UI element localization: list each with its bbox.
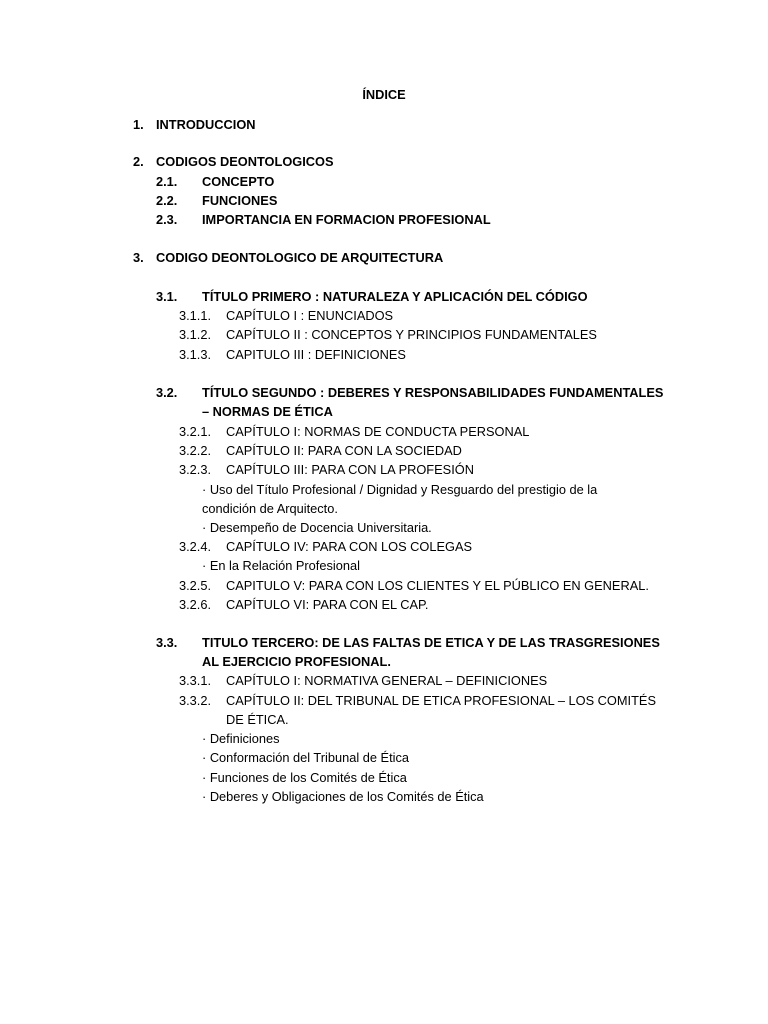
toc-entry-text: CAPITULO V: PARA CON LOS CLIENTES Y EL PÚBLICO EN GENERAL. bbox=[226, 578, 649, 593]
toc-entry-number: 3.2.1. bbox=[179, 424, 212, 439]
toc-entry-number: 3.1. bbox=[156, 289, 178, 304]
toc-entry-number: 3.1.2. bbox=[179, 327, 212, 342]
toc-entry-text: · Definiciones bbox=[202, 731, 280, 746]
toc-entry bbox=[0, 325, 768, 344]
toc-entry bbox=[0, 287, 768, 306]
toc-entry-text: FUNCIONES bbox=[202, 193, 278, 208]
toc-entry-number: 2. bbox=[133, 154, 144, 169]
toc-entry-text: CAPÍTULO II : CONCEPTOS Y PRINCIPIOS FUNDAMENTALES bbox=[226, 327, 597, 342]
toc-entry bbox=[0, 172, 768, 191]
toc-entry-text: · En la Relación Profesional bbox=[202, 558, 360, 573]
toc-entry-text: CAPÍTULO III: PARA CON LA PROFESIÓN bbox=[226, 462, 474, 477]
index-title: ÍNDICE bbox=[362, 87, 406, 102]
toc-entry bbox=[0, 152, 768, 171]
toc-entry bbox=[0, 671, 768, 690]
toc-entry bbox=[0, 633, 768, 652]
toc-entry bbox=[0, 518, 768, 537]
toc-entry-number: 2.1. bbox=[156, 174, 178, 189]
toc-entry-number: 3.2.3. bbox=[179, 462, 212, 477]
toc-entry-number: 2.3. bbox=[156, 212, 178, 227]
toc-entry bbox=[0, 460, 768, 479]
toc-entry bbox=[0, 191, 768, 210]
toc-entry bbox=[0, 306, 768, 325]
toc-entry-text: CONCEPTO bbox=[202, 174, 275, 189]
toc-entry bbox=[0, 115, 768, 134]
toc-entry bbox=[0, 383, 768, 402]
toc-entry bbox=[0, 422, 768, 441]
toc-entry-number: 3.1.1. bbox=[179, 308, 212, 323]
toc-entry-number: 3. bbox=[133, 250, 144, 265]
toc-entry-text: · Desempeño de Docencia Universitaria. bbox=[202, 520, 432, 535]
toc-entry-text: TITULO TERCERO: DE LAS FALTAS DE ETICA Y DE LAS TRASGRESIONES bbox=[202, 635, 660, 650]
toc-entry bbox=[0, 576, 768, 595]
toc-entry bbox=[0, 710, 768, 729]
toc-entry-text: CAPÍTULO II: DEL TRIBUNAL DE ETICA PROFESIONAL – LOS COMITÉS bbox=[226, 693, 656, 708]
toc-entry-text: CAPÍTULO I: NORMATIVA GENERAL – DEFINICIONES bbox=[226, 673, 548, 688]
toc-entry-text: CODIGOS DEONTOLOGICOS bbox=[156, 154, 334, 169]
toc-entry bbox=[0, 345, 768, 364]
toc-entry-number: 3.2.4. bbox=[179, 539, 212, 554]
toc-entry-number: 3.2. bbox=[156, 385, 178, 400]
toc-entry-text: AL EJERCICIO PROFESIONAL. bbox=[202, 654, 391, 669]
toc-entry-text: DE ÉTICA. bbox=[226, 712, 289, 727]
toc-entry bbox=[0, 480, 768, 499]
toc-entry-number: 2.2. bbox=[156, 193, 178, 208]
toc-entry bbox=[0, 652, 768, 671]
toc-entry bbox=[0, 556, 768, 575]
toc-entry-number: 3.2.2. bbox=[179, 443, 212, 458]
toc-entry-text: CAPITULO III : DEFINICIONES bbox=[226, 347, 406, 362]
toc-entry-text: · Conformación del Tribunal de Ética bbox=[202, 750, 409, 765]
toc-entry bbox=[0, 441, 768, 460]
toc-entry-number: 3.3.1. bbox=[179, 673, 212, 688]
toc-entry-number: 3.1.3. bbox=[179, 347, 212, 362]
toc-entry-text: CAPÍTULO VI: PARA CON EL CAP. bbox=[226, 597, 429, 612]
toc-entry-text: CAPÍTULO I: NORMAS DE CONDUCTA PERSONAL bbox=[226, 424, 530, 439]
toc-entry bbox=[0, 748, 768, 767]
toc-entry-number: 1. bbox=[133, 117, 144, 132]
toc-entry-text: CAPÍTULO IV: PARA CON LOS COLEGAS bbox=[226, 539, 473, 554]
toc-entry bbox=[0, 248, 768, 267]
toc-entry-text: · Funciones de los Comités de Ética bbox=[202, 770, 407, 785]
toc-entry bbox=[0, 499, 768, 518]
toc-entry-text: TÍTULO PRIMERO : NATURALEZA Y APLICACIÓN DEL CÓDIGO bbox=[202, 289, 588, 304]
toc-entry bbox=[0, 729, 768, 748]
toc-entry-number: 3.2.5. bbox=[179, 578, 212, 593]
toc-entry-text: · Uso del Título Profesional / Dignidad y Resguardo del prestigio de la bbox=[202, 482, 598, 497]
toc-entry-text: INTRODUCCION bbox=[156, 117, 256, 132]
toc-entry bbox=[0, 402, 768, 421]
toc-entry-text: CAPÍTULO I : ENUNCIADOS bbox=[226, 308, 394, 323]
toc-entry bbox=[0, 768, 768, 787]
toc-entry-text: – NORMAS DE ÉTICA bbox=[202, 404, 333, 419]
toc-entry bbox=[0, 691, 768, 710]
toc-entry-text: condición de Arquitecto. bbox=[202, 501, 338, 516]
toc-entry-text: · Deberes y Obligaciones de los Comités de Ética bbox=[202, 789, 484, 804]
toc-entry-text: TÍTULO SEGUNDO : DEBERES Y RESPONSABILIDADES FUNDAMENTALES bbox=[202, 385, 664, 400]
toc-entry-number: 3.2.6. bbox=[179, 597, 212, 612]
toc-entry-text: IMPORTANCIA EN FORMACION PROFESIONAL bbox=[202, 212, 491, 227]
toc-entry-number: 3.3.2. bbox=[179, 693, 212, 708]
toc-entry bbox=[0, 787, 768, 806]
toc-entry-number: 3.3. bbox=[156, 635, 178, 650]
toc-entry bbox=[0, 537, 768, 556]
toc-entry-text: CODIGO DEONTOLOGICO DE ARQUITECTURA bbox=[156, 250, 444, 265]
toc-entry bbox=[0, 595, 768, 614]
toc-entry bbox=[0, 210, 768, 229]
toc-entry-text: CAPÍTULO II: PARA CON LA SOCIEDAD bbox=[226, 443, 462, 458]
